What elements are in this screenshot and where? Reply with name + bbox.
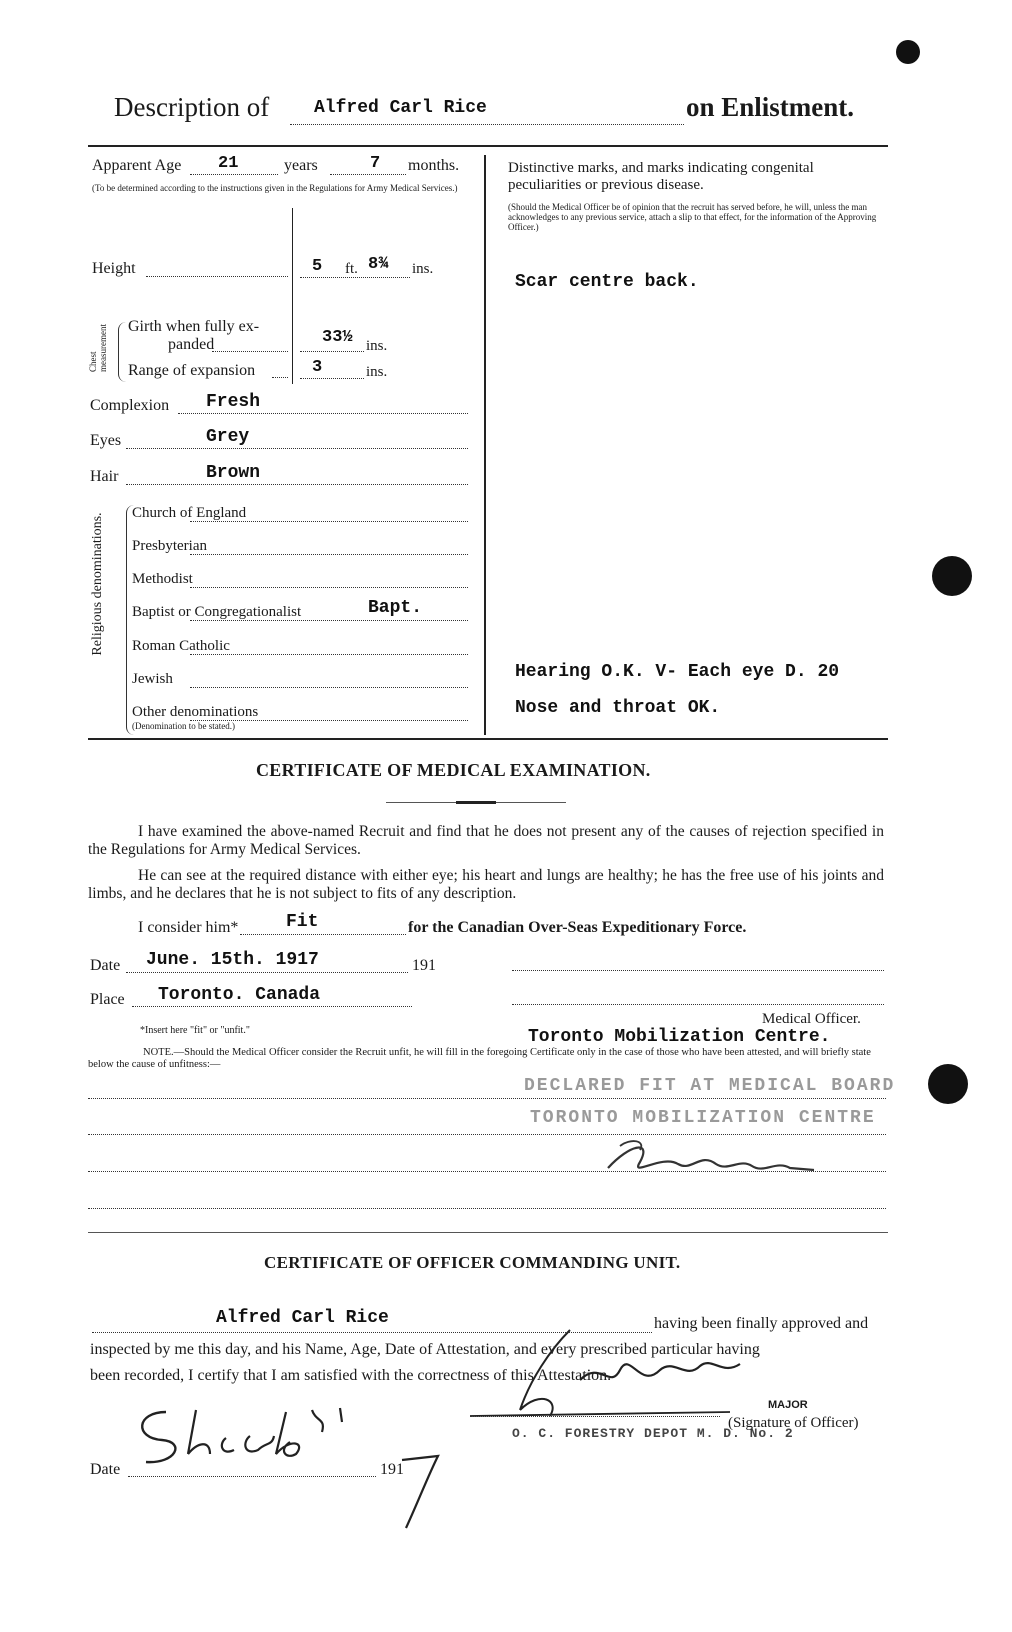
med-signature-line-2 bbox=[512, 1004, 884, 1005]
range-value: 3 bbox=[312, 358, 323, 377]
denomination-label: Other denominations bbox=[132, 704, 259, 720]
punch-hole-bottom bbox=[928, 1064, 968, 1104]
age-years-line bbox=[190, 174, 278, 175]
column-divider bbox=[484, 155, 486, 735]
range-value-line bbox=[300, 378, 364, 379]
denomination-line bbox=[190, 654, 468, 655]
girth-value-line bbox=[300, 351, 364, 352]
medical-officer-label: Medical Officer. bbox=[762, 1011, 861, 1027]
commanding-unit: O. C. FORESTRY DEPOT M. D. No. 2 bbox=[512, 1426, 794, 1441]
age-months-line bbox=[330, 174, 406, 175]
marks-heading: Distinctive marks, and marks indicating congenital peculiarities or previous disease. bbox=[508, 160, 814, 193]
height-value-line bbox=[300, 277, 410, 278]
commanding-line1: having been finally approved and bbox=[654, 1315, 869, 1332]
hair-line bbox=[126, 484, 468, 485]
girth-line bbox=[212, 351, 288, 352]
nose-value: Nose and throat OK. bbox=[515, 698, 721, 718]
height-line bbox=[146, 276, 288, 277]
medical-para1: I have examined the above-named Recruit and find that he does not present any of the causes of rejection specified in the Regulations for Army Medical Services. bbox=[88, 823, 884, 858]
unfitness-line-4 bbox=[88, 1208, 886, 1209]
signature-of-officer-label: (Signature of Officer) bbox=[728, 1415, 859, 1431]
medical-officer-signature bbox=[600, 1134, 820, 1182]
denomination-line bbox=[190, 620, 468, 621]
medical-board-stamp-line2: TORONTO MOBILIZATION CENTRE bbox=[530, 1108, 876, 1128]
eyes-value: Grey bbox=[206, 427, 250, 447]
commanding-date-line bbox=[128, 1476, 376, 1477]
commanding-date-label: Date bbox=[90, 1461, 121, 1478]
denomination-line bbox=[190, 687, 468, 688]
med-signature-line-1 bbox=[512, 970, 884, 971]
med-date-value: June. 15th. 1917 bbox=[146, 950, 319, 970]
age-years: 21 bbox=[218, 154, 239, 173]
denomination-label: Methodist bbox=[132, 571, 193, 587]
denomination-value: Bapt. bbox=[368, 598, 423, 618]
height-ins-label: ins. bbox=[412, 261, 434, 277]
denomination-label: Church of England bbox=[132, 505, 247, 521]
unfitness-line-1 bbox=[88, 1098, 886, 1099]
girth-label-2: panded bbox=[168, 336, 215, 353]
denomination-label: Presbyterian bbox=[132, 538, 207, 554]
age-months: 7 bbox=[370, 154, 381, 173]
consider-line bbox=[240, 934, 406, 935]
medical-board-stamp-line1: DECLARED FIT AT MEDICAL BOARD bbox=[524, 1076, 896, 1096]
marks-value: Scar centre back. bbox=[515, 272, 699, 292]
denomination-line bbox=[190, 554, 468, 555]
eyes-line bbox=[126, 448, 468, 449]
officer-signature-line bbox=[470, 1416, 720, 1417]
range-line bbox=[272, 377, 288, 378]
denomination-line bbox=[190, 521, 468, 522]
med-date-label: Date bbox=[90, 957, 121, 974]
denomination-label: Jewish bbox=[132, 671, 173, 687]
place-label: Place bbox=[90, 991, 125, 1008]
complexion-value: Fresh bbox=[206, 392, 261, 412]
hair-value: Brown bbox=[206, 463, 261, 483]
commanding-line3: been recorded, I certify that I am satisfied with the correctness of this Attestation. bbox=[90, 1367, 612, 1384]
girth-label-1: Girth when fully ex- bbox=[128, 318, 260, 335]
girth-unit: ins. bbox=[366, 338, 388, 354]
med-year-prefix: 191 bbox=[412, 957, 436, 974]
commanding-year-handwritten bbox=[398, 1452, 448, 1532]
header-prefix: Description of bbox=[114, 92, 270, 122]
height-in: 8¾ bbox=[368, 255, 389, 274]
height-label: Height bbox=[92, 260, 136, 277]
mobilization-centre: Toronto Mobilization Centre. bbox=[528, 1027, 831, 1047]
commanding-line2: inspected by me this day, and his Name, Age, Date of Attestation, and every prescribed particular having bbox=[90, 1341, 760, 1358]
medical-title: CERTIFICATE OF MEDICAL EXAMINATION. bbox=[256, 760, 651, 780]
header-suffix: on Enlistment. bbox=[686, 92, 855, 122]
chest-measurement-label: Chest measurement bbox=[88, 324, 108, 372]
place-line bbox=[132, 1006, 412, 1007]
medical-para2: He can see at the required distance with either eye; his heart and lungs are healthy; he has the free use of his joints and limbs, and he declares that he is not subject to fits of any description. bbox=[88, 867, 884, 902]
consider-label: I consider him* bbox=[138, 919, 239, 936]
commanding-name: Alfred Carl Rice bbox=[216, 1308, 389, 1328]
denomination-label: Roman Catholic bbox=[132, 638, 230, 654]
complexion-label: Complexion bbox=[90, 397, 170, 414]
left-inner-divider bbox=[292, 208, 293, 384]
med-date-line bbox=[126, 972, 408, 973]
place-value: Toronto. Canada bbox=[158, 985, 321, 1005]
girth-value: 33½ bbox=[322, 328, 353, 347]
commanding-title: CERTIFICATE OF OFFICER COMMANDING UNIT. bbox=[264, 1253, 681, 1272]
religious-denominations-label: Religious denominations. bbox=[90, 512, 105, 656]
commanding-officer-signature bbox=[460, 1320, 750, 1430]
commanding-year-prefix: 191 bbox=[380, 1461, 404, 1478]
punch-hole-middle bbox=[932, 556, 972, 596]
force-label: for the Canadian Over-Seas Expeditionary Force. bbox=[408, 919, 747, 936]
age-label: Apparent Age bbox=[92, 157, 182, 174]
range-unit: ins. bbox=[366, 364, 388, 380]
medical-bottom-rule bbox=[88, 1232, 888, 1233]
years-label: years bbox=[284, 157, 318, 174]
recruit-name: Alfred Carl Rice bbox=[314, 98, 487, 118]
age-note: (To be determined according to the instructions given in the Regulations for Army Medical Services.) bbox=[92, 183, 458, 193]
height-ft: 5 bbox=[312, 257, 323, 276]
denomination-label: Baptist or Congregationalist bbox=[132, 604, 302, 620]
ft-label: ft. bbox=[345, 261, 358, 277]
consider-value: Fit bbox=[286, 912, 319, 932]
commanding-date-handwritten bbox=[126, 1402, 376, 1470]
range-label: Range of expansion bbox=[128, 362, 256, 379]
medical-note: NOTE.—Should the Medical Officer consider the Recruit unfit, he will fill in the foregoing Certificate only in the case of those who have been attested, and will briefly state below the cause of unfitness:— bbox=[88, 1047, 871, 1070]
months-label: months. bbox=[408, 157, 460, 174]
chest-bracket bbox=[118, 322, 127, 382]
insert-note: *Insert here "fit" or "unfit." bbox=[140, 1025, 250, 1036]
hair-label: Hair bbox=[90, 468, 119, 485]
punch-hole-top bbox=[896, 40, 920, 64]
complexion-line bbox=[178, 413, 468, 414]
hearing-value: Hearing O.K. V- Each eye D. 20 bbox=[515, 662, 840, 682]
medical-title-ornament-center bbox=[456, 801, 496, 804]
header-name-line bbox=[290, 124, 684, 125]
top-rule bbox=[88, 145, 888, 147]
eyes-label: Eyes bbox=[90, 432, 122, 449]
denomination-line bbox=[190, 587, 468, 588]
denomination-note: (Denomination to be stated.) bbox=[132, 721, 235, 731]
marks-note: (Should the Medical Officer be of opinion that the recruit has served before, he will, unless the man acknowledges to any previous service, attach a slip to that effect, for the information of the Approving Officer.) bbox=[508, 202, 877, 232]
commanding-rank: MAJOR bbox=[768, 1399, 808, 1411]
description-bottom-rule bbox=[88, 738, 888, 740]
